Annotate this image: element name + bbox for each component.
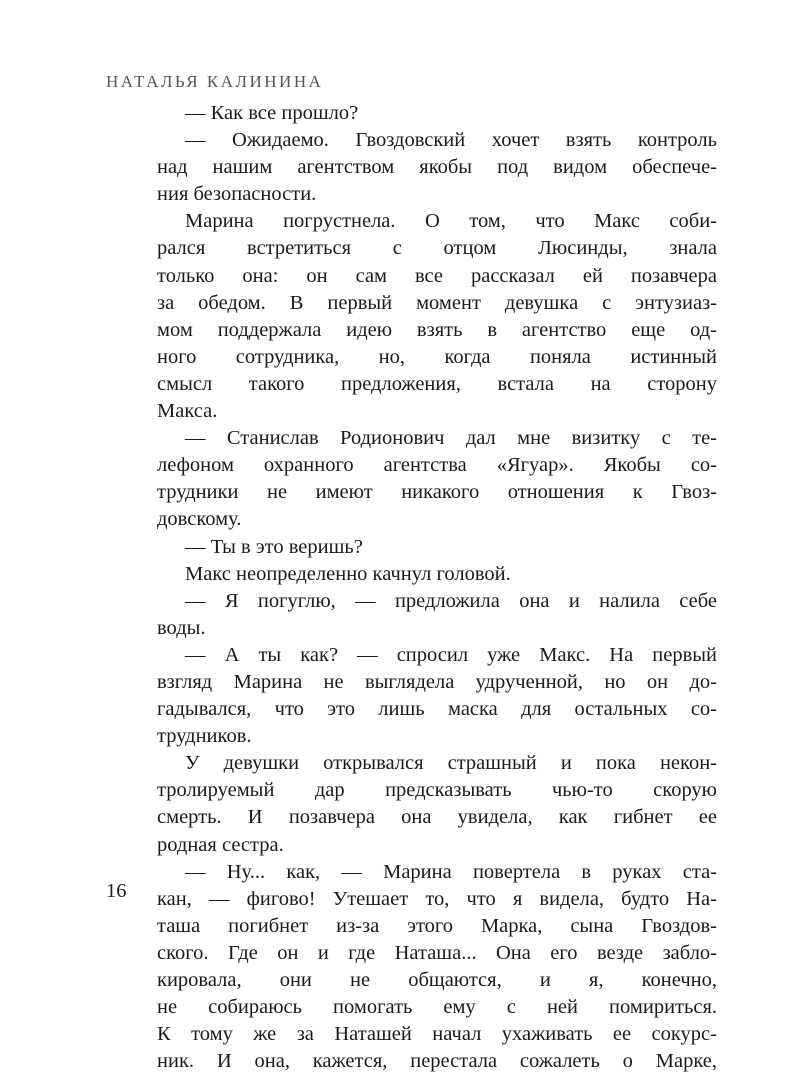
text-line: Макс неопределенно качнул головой.: [185, 562, 511, 585]
text-line: Марина погрустнела. О том, что Макс соби-: [185, 210, 717, 233]
text-line: — Ну... как, — Марина повертела в руках ста-: [185, 860, 717, 883]
text-line: таша погибнет из-за этого Марка, сына Гвоздов-: [157, 914, 717, 937]
text-line: за обедом. В первый момент девушка с энтузиаз-: [157, 291, 717, 314]
body-text: [157, 100, 717, 1075]
text-line: взгляд Марина не выглядела удрученной, но он до-: [157, 670, 717, 693]
text-line: — Я погуглю, — предложила она и налила себе: [185, 589, 717, 612]
text-line: лефоном охранного агентства «Ягуар». Якобы со-: [157, 454, 717, 477]
text-line: над нашим агентством якобы под видом обеспече-: [157, 156, 717, 179]
running-head-author: НАТАЛЬЯ КАЛИНИНА: [106, 72, 324, 91]
text-line: У девушки открывался страшный и пока некон-: [185, 752, 717, 775]
text-line: — А ты как? — спросил уже Макс. На первый: [185, 643, 717, 666]
text-line: — Станислав Родионович дал мне визитку с те-: [185, 427, 717, 450]
text-line: кировала, они не общаются, и я, конечно,: [157, 969, 717, 991]
text-line: рался встретиться с отцом Люсинды, знала: [157, 237, 717, 260]
text-line: мом поддержала идею взять в агентство еще од-: [157, 318, 717, 341]
text-line: трудников.: [157, 725, 252, 748]
text-line: довскому.: [157, 508, 242, 531]
text-line: не собираюсь помогать ему с ней помириться.: [157, 996, 717, 1019]
text-line: смерть. И позавчера она увидела, как гибнет ее: [157, 806, 717, 829]
text-line: К тому же за Наташей начал ухаживать ее сокурс-: [157, 1023, 717, 1046]
page-number: 16: [106, 880, 127, 902]
text-line: трудники не имеют никакого отношения к Гвоз-: [157, 481, 717, 504]
text-line: тролируемый дар предсказывать чью-то скорую: [157, 779, 717, 802]
text-line: ник. И она, кажется, перестала сожалеть о Марке,: [157, 1050, 717, 1073]
text-line: смысл такого предложения, встала на сторону: [157, 372, 717, 395]
text-line: только она: он сам все рассказал ей позавчера: [157, 264, 717, 287]
text-line: — Ты в это веришь?: [185, 535, 363, 558]
text-line: — Ожидаемо. Гвоздовский хочет взять контроль: [185, 129, 717, 152]
text-line: воды.: [157, 616, 206, 639]
text-line: гадывался, что это лишь маска для остальных со-: [157, 698, 717, 721]
text-line: родная сестра.: [157, 833, 284, 856]
text-line: Макса.: [157, 400, 218, 423]
text-line: кан, — фигово! Утешает то, что я видела, будто На-: [157, 887, 717, 910]
text-line: ского. Где он и где Наташа... Она его везде забло-: [157, 941, 717, 964]
text-line: ния безопасности.: [157, 183, 317, 206]
text-line: ного сотрудника, но, когда поняла истинный: [157, 345, 717, 368]
text-line: — Как все прошло?: [185, 102, 359, 124]
